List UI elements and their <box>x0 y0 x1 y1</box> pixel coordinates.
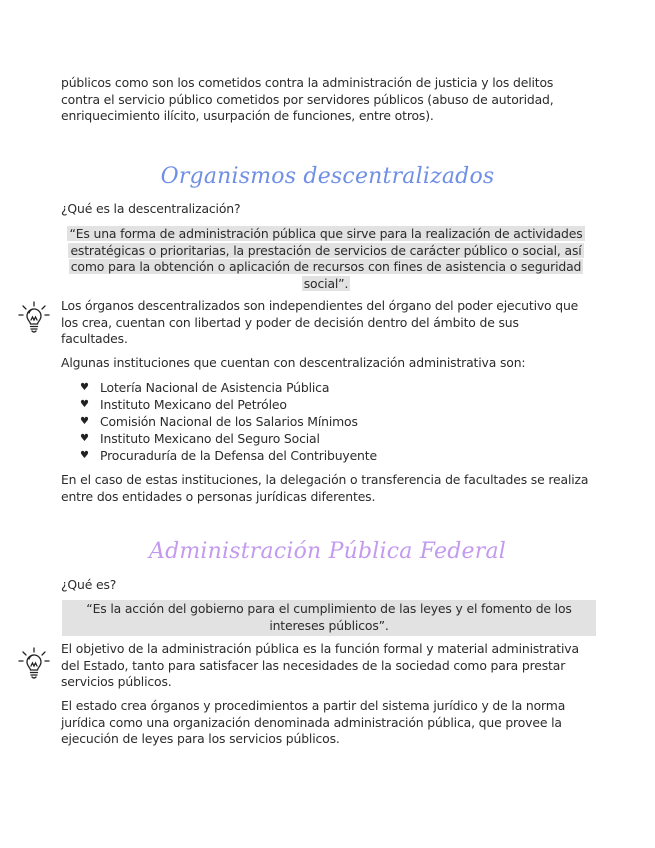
institutions-list <box>80 379 377 464</box>
quote-administracion: “Es la acción del gobierno para el cumplimiento de las leyes y el fomento de los intereses públicos”. <box>62 600 596 636</box>
list-item: ♥ Lotería Nacional de Asistencia Pública <box>80 380 330 395</box>
closing-administracion: El estado crea órganos y procedimientos a partir del sistema jurídico y de la norma jurídica como una organización denominada administración pública, que provee la ejecución de leyes para los servicios públicos. <box>61 698 566 747</box>
lightbulb-icon <box>17 300 51 336</box>
heart-bullet-icon: ♥ <box>80 416 89 427</box>
lightbulb-icon <box>17 646 51 682</box>
section-heading-administracion: Administración Pública Federal <box>148 539 506 564</box>
closing-organismos: En el caso de estas instituciones, la delegación o transferencia de facultades se realiza entre dos entidades o personas jurídicas diferentes. <box>61 472 589 504</box>
question-descentralizacion: ¿Qué es la descentralización? <box>61 201 241 216</box>
quote-text: “Es una forma de administración pública que sirve para la realización de actividades estratégicas o prioritarias, la prestación de servicios de carácter público o social, así como para la obtención o aplicación de recursos con fines de asistencia o seguridad social”. <box>69 226 583 291</box>
intro-paragraph: públicos como son los cometidos contra la administración de justicia y los delitos contra el servicio público cometidos por servidores públicos (abuso de autoridad, enriquecimiento ilícito, usurpación de funciones, entre otros). <box>61 75 554 124</box>
note-administracion: El objetivo de la administración pública es la función formal y material administrativa del Estado, tanto para satisfacer las necesidades de la sociedad como para prestar servicios públicos. <box>61 641 579 690</box>
heart-bullet-icon: ♥ <box>80 450 89 461</box>
list-item: ♥ Instituto Mexicano del Petróleo <box>80 397 287 412</box>
list-item: ♥ Procuraduría de la Defensa del Contribuyente <box>80 448 377 463</box>
quote-descentralizacion <box>62 226 590 292</box>
question-administracion: ¿Qué es? <box>61 577 117 592</box>
list-item: ♥ Comisión Nacional de los Salarios Mínimos <box>80 414 358 429</box>
note-organismos: Los órganos descentralizados son independientes del órgano del poder ejecutivo que los crea, cuentan con libertad y poder de decisión dentro del ámbito de sus facultades. <box>61 298 579 347</box>
heart-bullet-icon: ♥ <box>80 433 89 444</box>
list-intro: Algunas instituciones que cuentan con descentralización administrativa son: <box>61 355 526 370</box>
heart-bullet-icon: ♥ <box>80 399 89 410</box>
heart-bullet-icon: ♥ <box>80 382 89 393</box>
section-heading-organismos: Organismos descentralizados <box>160 164 495 189</box>
list-item: ♥ Instituto Mexicano del Seguro Social <box>80 431 320 446</box>
